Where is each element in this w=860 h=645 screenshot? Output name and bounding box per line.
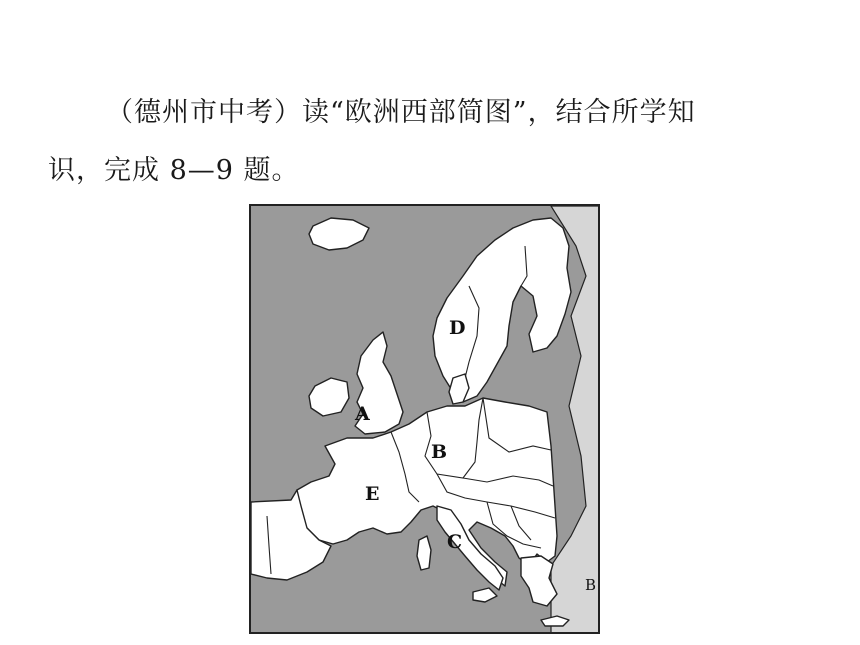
question-line-1: （德州市中考）读“欧洲西部简图”，结合所学知	[106, 97, 696, 128]
question-text	[48, 84, 828, 200]
label-b-greece: B	[585, 576, 597, 594]
europe-west-map	[249, 204, 600, 634]
map-svg	[251, 206, 600, 634]
sicily	[473, 588, 497, 602]
label-d: D	[449, 317, 466, 339]
label-c: C	[447, 531, 463, 553]
iceland	[309, 218, 369, 250]
ireland	[309, 378, 349, 416]
corsica-sardinia	[417, 536, 431, 570]
question-line-2: 识，完成 8—9 题。	[48, 155, 300, 186]
scandinavia	[433, 218, 571, 402]
label-a: A	[355, 403, 370, 425]
label-b: B	[431, 441, 448, 463]
label-e: E	[365, 483, 380, 505]
